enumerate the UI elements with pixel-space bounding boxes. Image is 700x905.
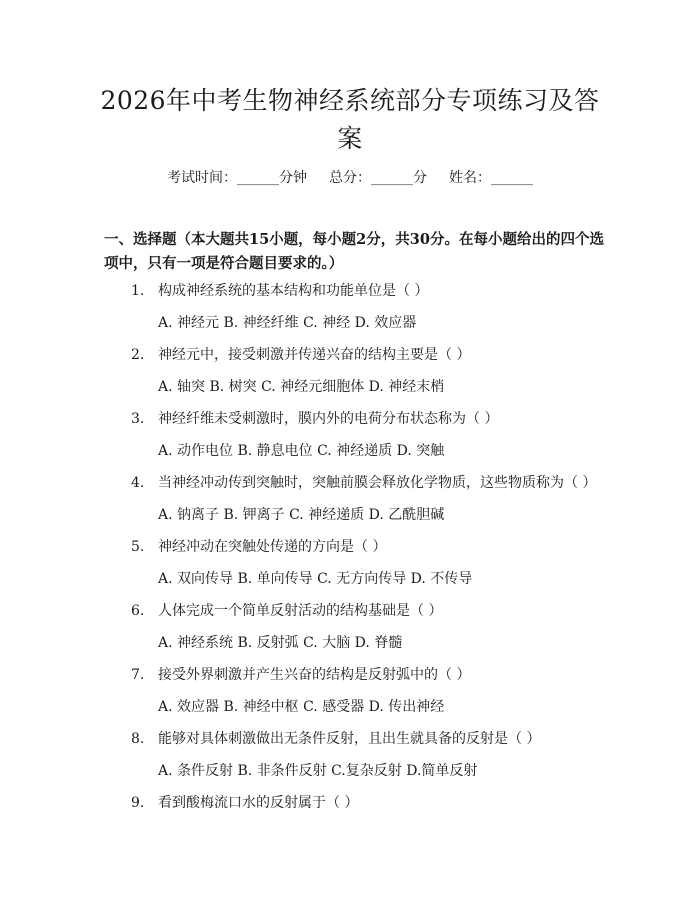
- question-9: [131, 793, 358, 813]
- title-line-1: 2026年中考生物神经系统部分专项练习及答: [100, 86, 600, 115]
- question-5-options: A. 双向传导 B. 单向传导 C. 无方向传导 D. 不传导: [158, 571, 473, 587]
- question-3-options: A. 动作电位 B. 静息电位 C. 神经递质 D. 突触: [158, 443, 445, 459]
- question-text: 神经冲动在突触处传递的方向是（ ）: [158, 539, 387, 555]
- question-text: 能够对具体刺激做出无条件反射，且出生就具备的反射是（ ）: [158, 731, 541, 747]
- question-7: [131, 665, 470, 685]
- document-title: [90, 82, 610, 158]
- question-text: 神经元中，接受刺激并传递兴奋的结构主要是（ ）: [158, 347, 471, 363]
- question-8: [131, 729, 540, 749]
- question-text: 当神经冲动传到突触时，突触前膜会释放化学物质，这些物质称为（ ）: [158, 475, 597, 491]
- question-number: 4.: [131, 475, 145, 491]
- question-number: 5.: [131, 539, 145, 555]
- question-text: 人体完成一个简单反射活动的结构基础是（ ）: [158, 603, 443, 619]
- student-name: 姓名：______: [449, 170, 533, 186]
- question-1-options: A. 神经元 B. 神经纤维 C. 神经 D. 效应器: [158, 315, 417, 331]
- question-2: [131, 345, 470, 365]
- section-heading: [104, 228, 624, 276]
- question-number: 2.: [131, 347, 145, 363]
- section-heading-line-1: 一、选择题（本大题共15小题，每小题2分，共30分。在每小题给出的四个选: [104, 231, 604, 248]
- question-number: 3.: [131, 411, 145, 427]
- question-4-options: A. 钠离子 B. 钾离子 C. 神经递质 D. 乙酰胆碱: [158, 507, 445, 523]
- question-4: [131, 473, 596, 493]
- question-3: [131, 409, 498, 429]
- exam-info-line: [0, 168, 700, 188]
- question-number: 6.: [131, 603, 145, 619]
- section-heading-line-2: 项中，只有一项是符合题目要求的。）: [104, 255, 344, 272]
- question-6-options: A. 神经系统 B. 反射弧 C. 大脑 D. 脊髓: [158, 635, 403, 651]
- question-5: [131, 537, 386, 557]
- question-number: 8.: [131, 731, 145, 747]
- question-8-options: A. 条件反射 B. 非条件反射 C.复杂反射 D.简单反射: [158, 763, 478, 779]
- question-number: 7.: [131, 667, 145, 683]
- question-2-options: A. 轴突 B. 树突 C. 神经元细胞体 D. 神经末梢: [158, 379, 445, 395]
- question-text: 构成神经系统的基本结构和功能单位是（ ）: [158, 283, 429, 299]
- total-score: 总分：______分: [329, 170, 427, 186]
- question-text: 看到酸梅流口水的反射属于（ ）: [158, 795, 359, 811]
- exam-time: 考试时间：______分钟: [167, 170, 307, 186]
- question-number: 1.: [131, 283, 145, 299]
- question-1: [131, 281, 428, 301]
- title-line-2: 案: [337, 124, 363, 153]
- question-6: [131, 601, 442, 621]
- question-number: 9.: [131, 795, 145, 811]
- question-text: 神经纤维未受刺激时，膜内外的电荷分布状态称为（ ）: [158, 411, 499, 427]
- question-7-options: A. 效应器 B. 神经中枢 C. 感受器 D. 传出神经: [158, 699, 445, 715]
- question-text: 接受外界刺激并产生兴奋的结构是反射弧中的（ ）: [158, 667, 471, 683]
